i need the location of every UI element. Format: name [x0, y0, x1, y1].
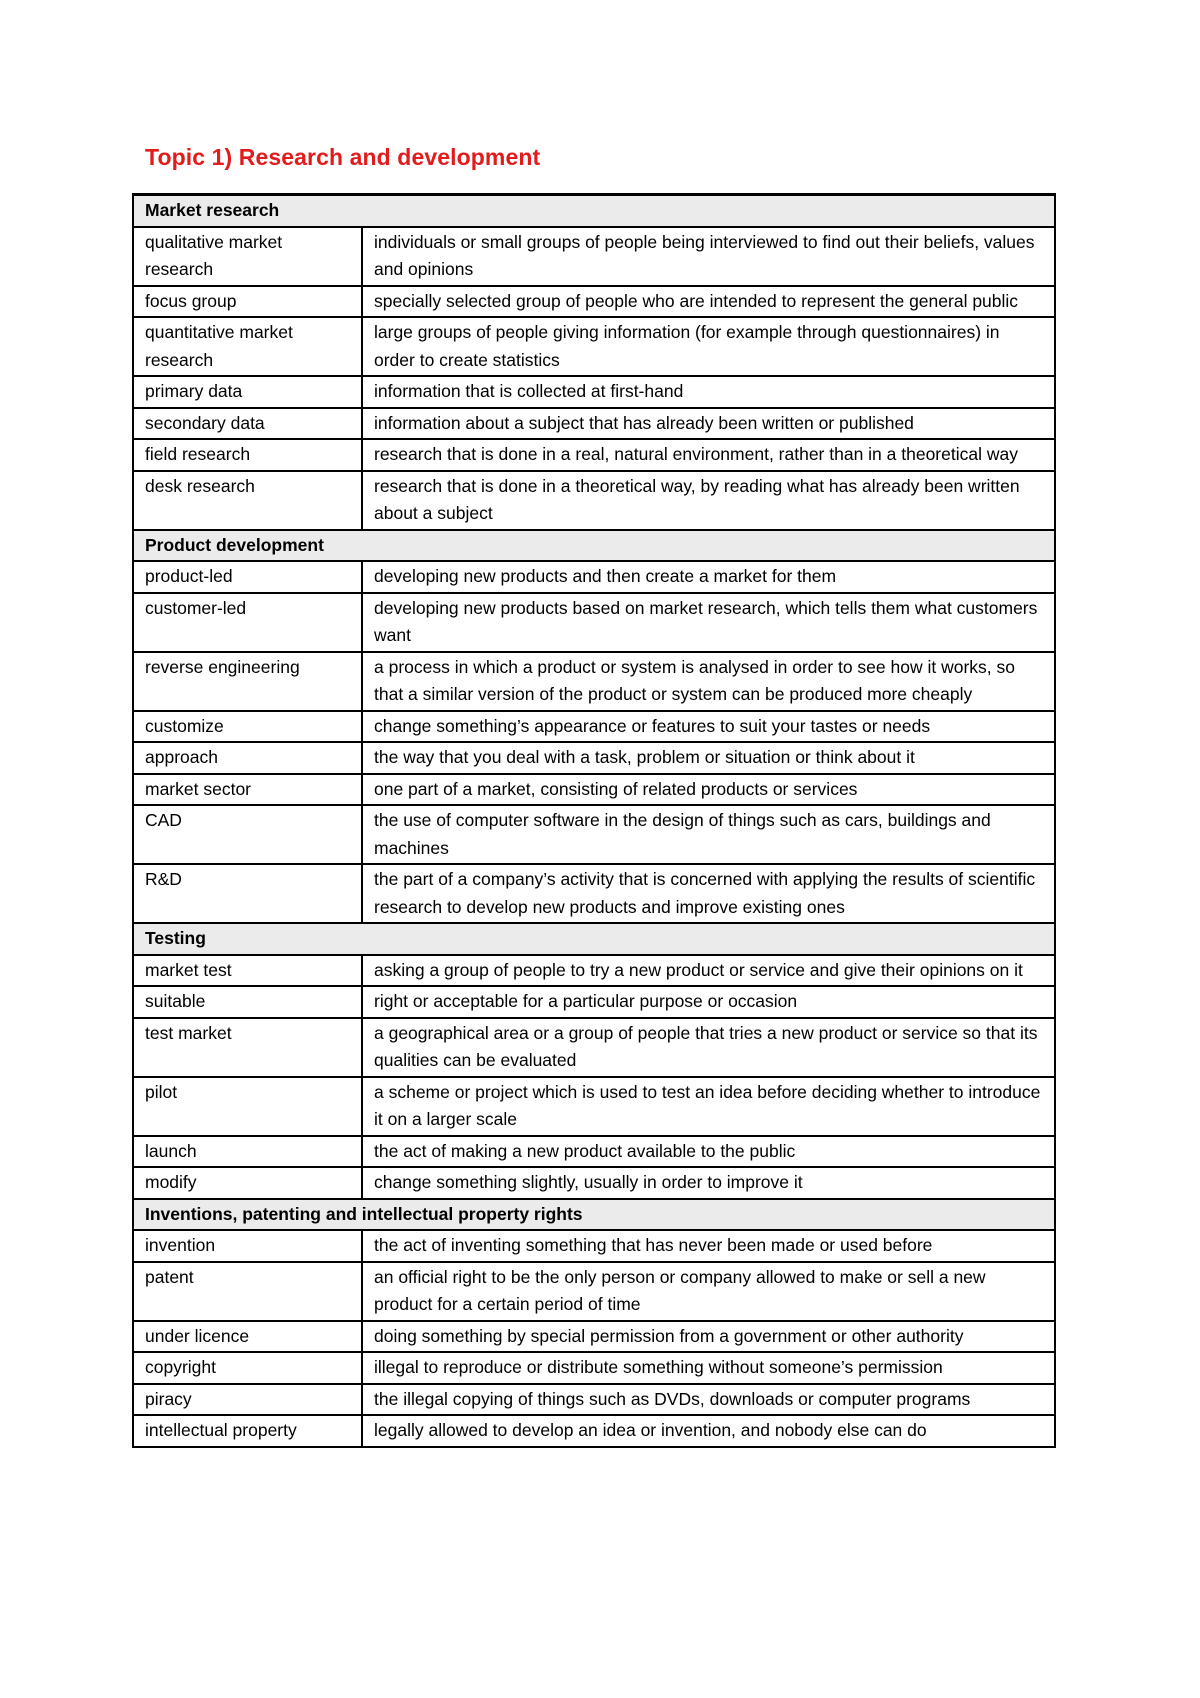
section-heading: Testing [133, 923, 1055, 955]
term-cell: copyright [133, 1352, 362, 1384]
table-row [133, 774, 1055, 806]
term-cell: primary data [133, 376, 362, 408]
table-row [133, 1352, 1055, 1384]
term-cell: customize [133, 711, 362, 743]
term-cell: pilot [133, 1077, 362, 1136]
definition-cell: information about a subject that has already been written or published [362, 408, 1055, 440]
table-row [133, 561, 1055, 593]
definition-cell: illegal to reproduce or distribute something without someone’s permission [362, 1352, 1055, 1384]
definition-cell: the illegal copying of things such as DVDs, downloads or computer programs [362, 1384, 1055, 1416]
table-row [133, 1384, 1055, 1416]
page-title: Topic 1) Research and development [145, 144, 541, 170]
term-cell: customer-led [133, 593, 362, 652]
definition-cell: research that is done in a real, natural environment, rather than in a theoretical way [362, 439, 1055, 471]
definition-cell: a scheme or project which is used to test an idea before deciding whether to introduce it on a larger scale [362, 1077, 1055, 1136]
table-row [133, 742, 1055, 774]
term-cell: modify [133, 1167, 362, 1199]
table-row [133, 317, 1055, 376]
section-heading: Inventions, patenting and intellectual property rights [133, 1199, 1055, 1231]
definition-cell: a process in which a product or system is analysed in order to see how it works, so that a similar version of the product or system can be produced more cheaply [362, 652, 1055, 711]
table-row [133, 805, 1055, 864]
section-heading: Product development [133, 530, 1055, 562]
definition-cell: change something slightly, usually in order to improve it [362, 1167, 1055, 1199]
table-row [133, 1230, 1055, 1262]
definition-cell: right or acceptable for a particular purpose or occasion [362, 986, 1055, 1018]
definition-cell: one part of a market, consisting of related products or services [362, 774, 1055, 806]
term-cell: test market [133, 1018, 362, 1077]
definition-cell: a geographical area or a group of people that tries a new product or service so that its qualities can be evaluated [362, 1018, 1055, 1077]
term-cell: invention [133, 1230, 362, 1262]
term-cell: CAD [133, 805, 362, 864]
term-cell: suitable [133, 986, 362, 1018]
glossary-table [132, 193, 1056, 1448]
definition-cell: specially selected group of people who are intended to represent the general public [362, 286, 1055, 318]
term-cell: product-led [133, 561, 362, 593]
term-cell: under licence [133, 1321, 362, 1353]
table-row [133, 1077, 1055, 1136]
section-row-product-development [133, 530, 1055, 562]
table-row [133, 711, 1055, 743]
term-cell: R&D [133, 864, 362, 923]
term-cell: desk research [133, 471, 362, 530]
table-row [133, 286, 1055, 318]
table-row [133, 471, 1055, 530]
definition-cell: the way that you deal with a task, problem or situation or think about it [362, 742, 1055, 774]
term-cell: quantitative market research [133, 317, 362, 376]
table-row [133, 1136, 1055, 1168]
table-row [133, 439, 1055, 471]
term-cell: patent [133, 1262, 362, 1321]
table-row [133, 593, 1055, 652]
term-cell: qualitative market research [133, 227, 362, 286]
table-row [133, 955, 1055, 987]
glossary-body [133, 195, 1055, 1447]
table-row [133, 1321, 1055, 1353]
table-row [133, 1262, 1055, 1321]
table-row [133, 1018, 1055, 1077]
term-cell: market test [133, 955, 362, 987]
term-cell: reverse engineering [133, 652, 362, 711]
definition-cell: the act of inventing something that has never been made or used before [362, 1230, 1055, 1262]
definition-cell: an official right to be the only person or company allowed to make or sell a new product for a certain period of time [362, 1262, 1055, 1321]
table-row [133, 1167, 1055, 1199]
definition-cell: the act of making a new product available to the public [362, 1136, 1055, 1168]
definition-cell: doing something by special permission from a government or other authority [362, 1321, 1055, 1353]
definition-cell: individuals or small groups of people being interviewed to find out their beliefs, values and opinions [362, 227, 1055, 286]
definition-cell: the part of a company’s activity that is concerned with applying the results of scientific research to develop new products and improve existing ones [362, 864, 1055, 923]
definition-cell: asking a group of people to try a new product or service and give their opinions on it [362, 955, 1055, 987]
table-row [133, 227, 1055, 286]
term-cell: focus group [133, 286, 362, 318]
definition-cell: the use of computer software in the design of things such as cars, buildings and machines [362, 805, 1055, 864]
section-row-market-research [133, 195, 1055, 227]
section-row-inventions [133, 1199, 1055, 1231]
section-row-testing [133, 923, 1055, 955]
definition-cell: research that is done in a theoretical way, by reading what has already been written about a subject [362, 471, 1055, 530]
term-cell: secondary data [133, 408, 362, 440]
term-cell: market sector [133, 774, 362, 806]
definition-cell: information that is collected at first-hand [362, 376, 1055, 408]
table-row [133, 864, 1055, 923]
table-row [133, 376, 1055, 408]
definition-cell: large groups of people giving information (for example through questionnaires) in order to create statistics [362, 317, 1055, 376]
term-cell: field research [133, 439, 362, 471]
table-row [133, 1415, 1055, 1447]
table-row [133, 652, 1055, 711]
term-cell: piracy [133, 1384, 362, 1416]
definition-cell: developing new products and then create a market for them [362, 561, 1055, 593]
section-heading: Market research [133, 195, 1055, 227]
term-cell: intellectual property [133, 1415, 362, 1447]
definition-cell: change something’s appearance or features to suit your tastes or needs [362, 711, 1055, 743]
term-cell: approach [133, 742, 362, 774]
table-row [133, 408, 1055, 440]
definition-cell: developing new products based on market research, which tells them what customers want [362, 593, 1055, 652]
definition-cell: legally allowed to develop an idea or invention, and nobody else can do [362, 1415, 1055, 1447]
term-cell: launch [133, 1136, 362, 1168]
table-row [133, 986, 1055, 1018]
